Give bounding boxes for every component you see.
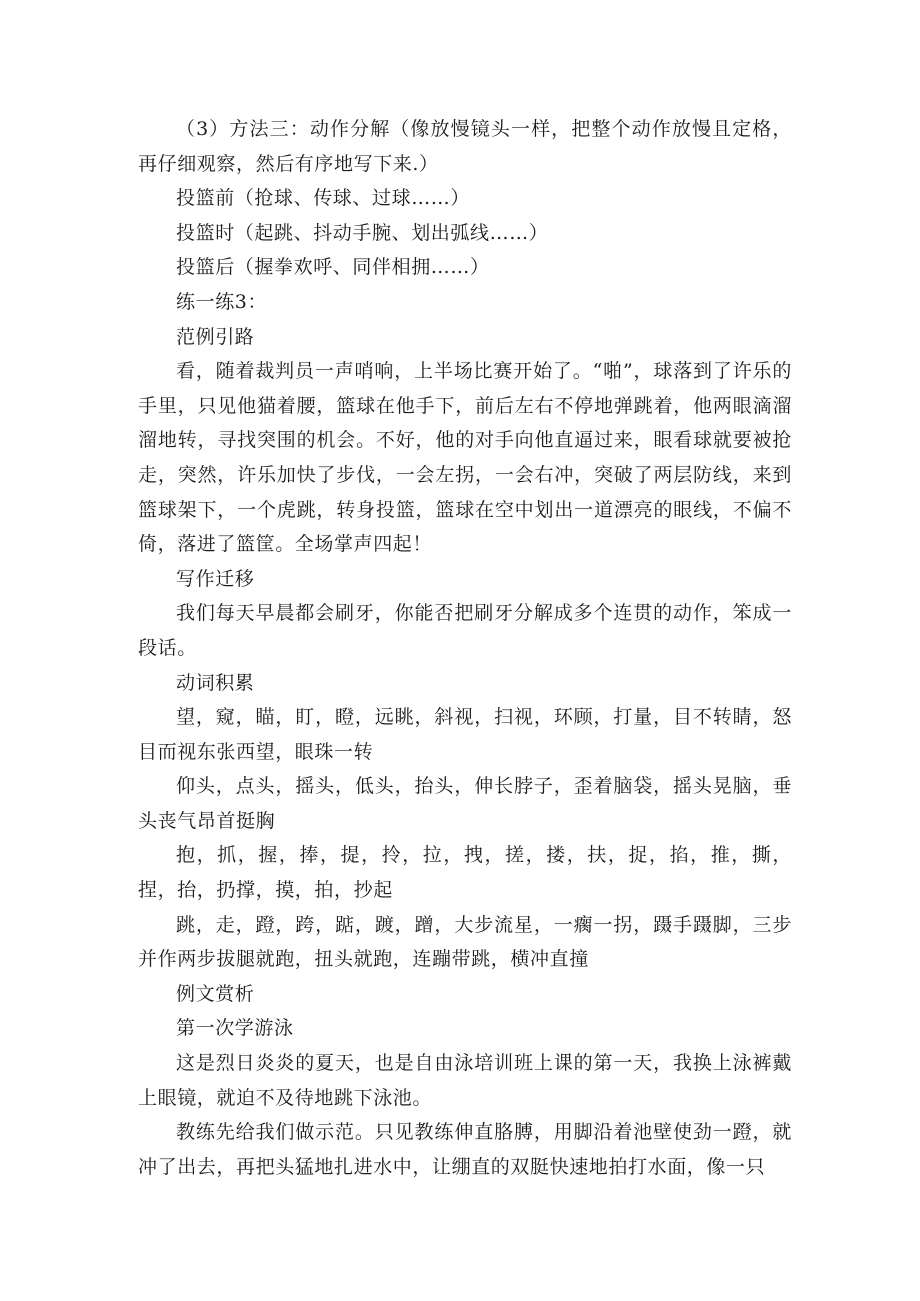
example-guide-heading: 范例引路 [176, 325, 255, 348]
practice-heading: 练一练3： [176, 290, 268, 313]
verb-accumulation-heading: 动词积累 [176, 671, 255, 694]
hand-verbs-paragraph: 抱，抓，握，捧，提，拎，拉，拽，搓，搂，扶，捉，掐，推，撕，捏，抬，扔撑，摸，拍，抄起 [138, 844, 792, 902]
essay-paragraph-1: 这是烈日炎炎的夏天，也是自由泳培训班上课的第一天，我换上泳裤戴上眼镜，就迫不及待地跳下泳池。 [138, 1052, 792, 1109]
during-shot-line: 投篮时（起跳、抖动手腕、划出弧线……） [176, 221, 549, 244]
essay-paragraph-2: 教练先给我们做示范。只见教练伸直胳膊，用脚沿着池壁使劲一蹬，就冲了出去，再把头猛地扎进水中，让绷直的双脡快速地拍打水面，像一只 [138, 1121, 792, 1178]
head-verbs-paragraph: 仰头，点头，摇头，低头，抬头，伸长脖子，歪着脑袋，摇头晃脑，垂头丧气昂首挺胸 [138, 775, 792, 832]
after-shot-line: 投篮后（握拳欢呼、同伴相拥……） [176, 256, 490, 279]
brushing-teeth-task: 我们每天早晨都会刷牙，你能否把刷牙分解成多个连贯的动作，笨成一段话。 [138, 602, 792, 659]
essay-title: 第一次学游泳 [176, 1017, 294, 1040]
writing-transfer-heading: 写作迁移 [176, 567, 255, 590]
foot-verbs-paragraph: 跳，走，蹬，跨，踮，踱，蹭，大步流星，一瘸一拐，蹑手蹑脚，三步并作两步拔腿就跑，扭头就跑，连蹦带跳，横冲直撞 [138, 913, 792, 971]
basketball-example-paragraph: 看，随着裁判员一声哨响，上半场比赛开始了。“啪”，球落到了许乐的手里，只见他猫着腰，篮球在他手下，前后左右不停地弹跳着，他两眼滴溜溜地转，寻找突围的机会。不好，他的对手向他直逼过来，眼看球就要被抢走，突然，许乐加快了步伐，一会左拐，一会右冲，突破了两层防线，来到篮球架下，一个虎跳，转身投篮，篮球在空中划出一道漂亮的眼线，不偏不倚，落进了篮筐。全场掌声四起！ [138, 360, 792, 556]
eye-verbs-paragraph: 望，窥，瞄，盯，瞪，远眺，斜视，扫视，环顾，打量，目不转睛，怒目而视东张西望，眼珠一转 [138, 706, 792, 763]
example-essay-heading: 例文赏析 [176, 982, 255, 1005]
method-three-paragraph: （3）方法三：动作分解（像放慢镜头一样，把整个动作放慢且定格，再仔细观察，然后有序地写下来.） [138, 118, 792, 175]
before-shot-line: 投篮前（抢球、传球、过球……） [176, 187, 471, 210]
